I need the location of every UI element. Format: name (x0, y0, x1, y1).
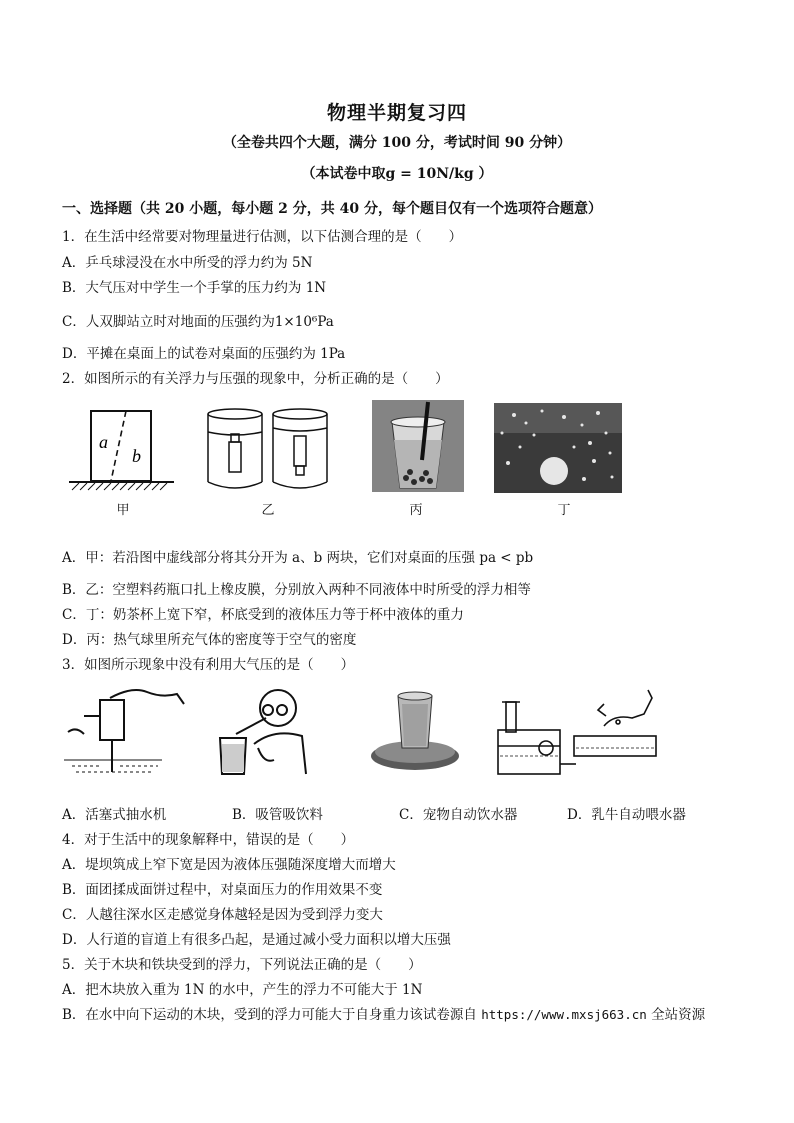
q4-stem: 4．对于生活中的现象解释中，错误的是（ ） (62, 832, 355, 848)
q1-stem: 1．在生活中经常要对物理量进行估测，以下估测合理的是（ ） (62, 229, 463, 245)
q2-option-b: B．乙：空塑料药瓶口扎上橡皮膜，分别放入两种不同液体中时所受的浮力相等 (62, 582, 531, 598)
q3-stem: 3．如图所示现象中没有利用大气压的是（ ） (62, 657, 355, 673)
q4-option-b: B．面团揉成面饼过程中，对桌面压力的作用效果不变 (62, 882, 383, 898)
q1-option-d: D．平摊在桌面上的试卷对桌面的压强约为 1Pa (62, 346, 346, 362)
q5-option-b (62, 1003, 705, 1023)
q1-option-c-text: C．人双脚站立时对地面的压强约为 (62, 314, 275, 330)
q3-option-a: A．活塞式抽水机 (62, 807, 167, 823)
figure-caption-bing: 丙 (409, 503, 423, 518)
gravity-note: （本试卷中取g = 10N/kg ） (301, 166, 493, 182)
q2-option-a: A．甲：若沿图中虚线部分将其分开为 a、b 两块，它们对桌面的压强 pa < pb (62, 550, 534, 566)
section-heading: 一、选择题（共 20 小题，每小题 2 分，共 40 分，每个题目仅有一个选项符合题意） (62, 201, 602, 217)
q1-option-a: A．乒乓球浸没在水中所受的浮力约为 5N (62, 255, 313, 271)
q2-stem: 2．如图所示的有关浮力与压强的现象中，分析正确的是（ ） (62, 371, 449, 387)
q4-option-a: A．堤坝筑成上窄下宽是因为液体压强随深度增大而增大 (62, 857, 396, 873)
figure-caption-ding: 丁 (557, 503, 571, 518)
figure-caption-jia: 甲 (116, 503, 130, 518)
q3-option-d: D．乳牛自动喂水器 (567, 807, 686, 823)
source-site-note: 全站资源 (651, 1007, 706, 1023)
q1-option-c-value: 1×10⁶Pa (274, 314, 334, 330)
figure-jia-block (66, 404, 176, 494)
figure-ding-balloons-photo (494, 403, 622, 493)
q3-option-c: C．宠物自动饮水器 (399, 807, 518, 823)
page-title: 物理半期复习四 (326, 102, 467, 124)
q2-option-c: C．丁：奶茶杯上宽下窄，杯底受到的液体压力等于杯中液体的重力 (62, 607, 464, 623)
figure-piston-pump (62, 686, 187, 778)
figure-straw-drinking (214, 684, 314, 780)
figure-yi-beakers (200, 406, 335, 494)
q5-option-a: A．把木块放入重为 1N 的水中，产生的浮力不可能大于 1N (62, 982, 423, 998)
block-label-b: b (132, 446, 141, 466)
source-url-link[interactable]: https://www.mxsj663.cn (481, 1007, 647, 1022)
figure-pet-water-dispenser (368, 690, 462, 772)
q1-option-b: B．大气压对中学生一个手掌的压力约为 1N (62, 280, 327, 296)
q4-option-c: C．人越往深水区走感觉身体越轻是因为受到浮力变大 (62, 907, 383, 923)
q1-option-c (62, 310, 334, 330)
block-label-a: a (99, 432, 108, 452)
q5-option-b-text: B．在水中向下运动的木块，受到的浮力可能大于自身重力该试卷源自 (62, 1007, 477, 1023)
q3-option-b: B．吸管吸饮料 (232, 807, 323, 823)
figure-bing-milk-tea-photo (372, 400, 464, 492)
q5-stem: 5．关于木块和铁块受到的浮力，下列说法正确的是（ ） (62, 957, 422, 973)
q2-option-d: D．丙：热气球里所充气体的密度等于空气的密度 (62, 632, 357, 648)
q4-option-d: D．人行道的盲道上有很多凸起，是通过减小受力面积以增大压强 (62, 932, 451, 948)
exam-subtitle: （全卷共四个大题，满分 100 分，考试时间 90 分钟） (222, 135, 572, 151)
figure-caption-yi: 乙 (261, 503, 275, 518)
figure-cow-feeder (494, 686, 659, 780)
